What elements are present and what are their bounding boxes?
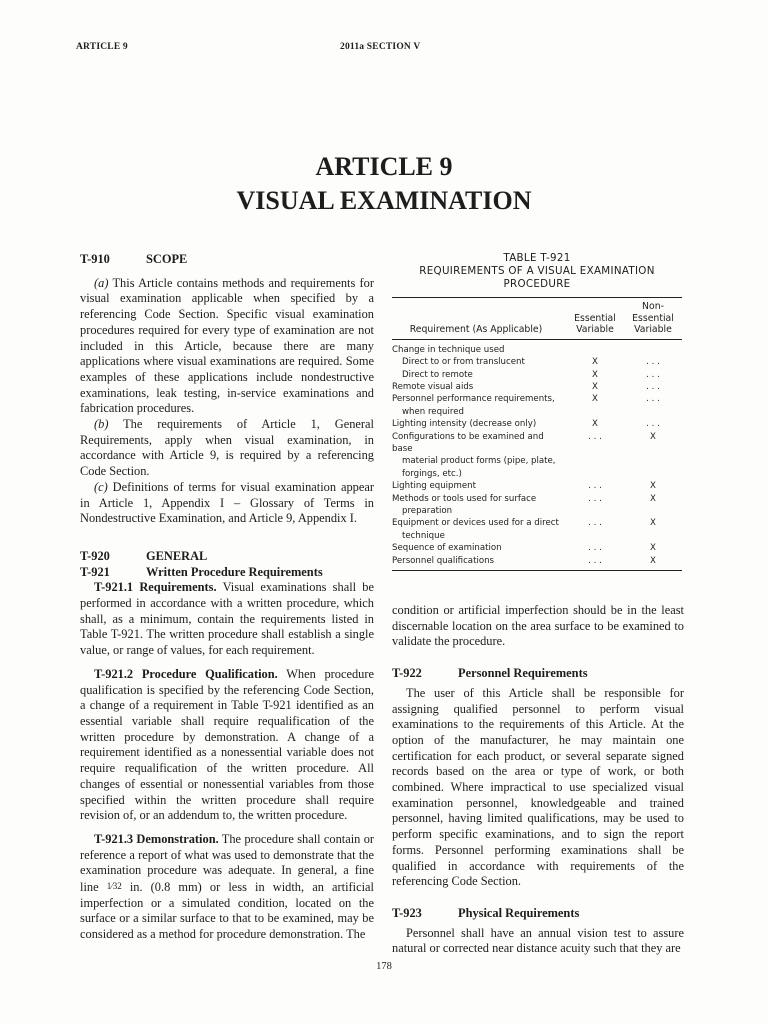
requirement-label-cont: forgings, etc.) [402,468,462,479]
paragraph-text: Visual examinations shall be performed in accordance with a written procedure, which shall, as a minimum, contain the requirements listed in Table T-921. The written procedure shall establish a single value, or range of values, for each requirement. [80,580,374,658]
article-title [0,150,768,218]
essential-cell: . . . [588,481,602,492]
essential-cell: X [592,394,598,405]
paragraph-t921-3 [80,832,374,943]
section-number: T-920 [80,548,110,563]
requirement-label: Direct to or from translucent [402,357,525,368]
section-title: Personnel Requirements [458,666,588,681]
fraction: 1⁄32 [106,881,122,892]
requirement-cell [392,517,566,542]
requirement-cell [392,480,566,492]
requirement-label-cont: when required [402,406,464,417]
essential-cell [566,344,624,356]
table-row [392,356,682,368]
table-row [392,555,682,567]
paragraph-text: The requirements of Article 1, General Requirements, apply when visual examination, in accordance with Article 9, is required by a referencing Code Section. [80,417,374,479]
paragraph-lead: T-921.2 Procedure Qualification. [94,666,278,681]
article-name: VISUAL EXAMINATION [236,186,532,215]
requirement-cell [392,418,566,430]
right-column [392,603,684,957]
nonessential-cell [624,344,682,356]
table-row [392,480,682,492]
requirement-cell [392,542,566,554]
paragraph-t910-b [80,417,374,480]
table-number: TABLE T-921 [503,252,571,264]
section-heading-t920 [80,549,374,565]
table-body [392,340,682,567]
table-row [392,344,682,356]
table-row [392,542,682,554]
paragraph-text: in. (0.8 mm) or less in width, an artificial imperfection or a simulated condition, located on the surface or a similar surface to that to be examined, may be considered as a method for procedure demonstration. The [80,880,374,942]
header-line: Non- [642,301,664,312]
page-number: 178 [376,961,392,972]
table-row [392,431,682,481]
paragraph-t923: Personnel shall have an annual vision test to assure natural or corrected near distance acuity such that they are [392,925,684,956]
essential-cell: X [592,357,598,368]
section-heading-t923 [392,906,684,922]
header-line: Essential [632,312,674,324]
nonessential-cell: X [650,431,656,442]
paragraph-lead: T-921.1 Requirements. [94,580,217,595]
section-title: GENERAL [146,548,208,563]
essential-cell: X [592,369,598,380]
section-title: SCOPE [146,252,188,266]
essential-cell: . . . [588,518,602,529]
paragraph-t921-2 [80,667,374,824]
requirement-cell [392,344,566,356]
requirement-cell [392,393,566,418]
requirement-label: Configurations to be examined and base [392,431,544,455]
nonessential-cell: X [650,481,656,492]
requirement-label-cont: preparation [402,506,453,517]
requirement-label: Lighting equipment [392,481,476,492]
paragraph-t922: The user of this Article shall be responsible for assigning qualified personnel to perform visual examinations to the requirements of this Article. At the option of the manufacturer, he may maintain one certification for each product, or several separate signed records based on the area or type of work, or both combined. Where impractical to use specialized visual examination personnel, knowledgeable and trained personnel, having limited qualifications, may be used to perform specific examinations, and to sign the report forms. Personnel performing examinations shall be qualified in accordance with requirements of the referencing Code Section. [392,685,684,889]
left-column [80,252,374,943]
table-row [392,381,682,393]
requirement-cell [392,431,566,481]
running-header-article: ARTICLE 9 [76,42,128,52]
paragraph-text: The procedure shall contain or reference a report of what was used to demonstrate that the examination procedure was adequate. In general, a fine line [80,831,375,895]
section-number: T-921 [80,564,110,579]
essential-cell: . . . [588,555,602,566]
table-caption [392,252,682,291]
paragraph-label: (b) [94,417,109,432]
requirement-label: Personnel performance requirements, [392,394,555,405]
requirement-label: Sequence of examination [392,543,502,554]
essential-cell: . . . [588,431,602,442]
column-header-nonessential [624,301,682,336]
paragraph-t910-c [80,480,374,527]
nonessential-cell: X [650,543,656,554]
paragraph-t921-1 [80,580,374,659]
section-number: T-910 [80,252,110,266]
table-title: REQUIREMENTS OF A VISUAL EXAMINATION [419,265,655,277]
requirement-label: Lighting intensity (decrease only) [392,419,537,430]
table-row [392,517,682,542]
essential-cell: . . . [588,543,602,554]
section-title: Written Procedure Requirements [146,564,323,579]
paragraph-text: Definitions of terms for visual examination appear in Article 1, Appendix I – Glossary of Terms in Nondestructive Examination, and Article 9, Appendix I. [80,479,374,526]
header-line: Essential [574,312,616,324]
nonessential-cell: . . . [646,419,660,430]
table-row [392,369,682,381]
table-t921 [392,252,682,571]
column-header-essential [566,313,624,336]
nonessential-cell: . . . [646,394,660,405]
running-header-section: 2011a SECTION V [340,42,421,52]
requirement-label-cont: material product forms (pipe, plate, [402,456,556,467]
requirement-cell [392,356,566,368]
paragraph-text: When procedure qualification is specified by the referencing Code Section, a change of a requirement in Table T-921 identified as an essential variable shall require requalification of the written procedure by demonstration. A change of a requirement identified as a nonessential variable does not require requalification of the written procedure. All changes of essential or nonessential variables from those specified within the written procedure shall require revision of, or an addendum to, the written procedure. [80,666,375,823]
section-heading-t921 [80,565,374,581]
requirement-label: Direct to remote [402,369,473,380]
essential-cell: X [592,382,598,392]
requirement-label: Personnel qualifications [392,555,495,566]
requirement-cell [392,555,566,567]
section-number: T-922 [392,666,422,681]
requirement-cell [392,369,566,381]
requirement-cell [392,493,566,518]
header-line: Variable [576,324,614,336]
essential-cell: X [592,419,598,430]
table-title-cont: PROCEDURE [503,278,571,290]
paragraph-label: (a) [94,275,109,290]
paragraph-t921-3-cont: condition or artificial imperfection should be in the least discernable location on the area surface to be examined to validate the procedure. [392,603,684,649]
paragraph-label: (c) [94,479,108,494]
nonessential-cell: X [650,555,656,566]
paragraph-t910-a [80,276,374,417]
requirement-cell [392,381,566,393]
table-row [392,418,682,430]
table-row [392,393,682,418]
table-row [392,493,682,518]
section-heading-t910 [80,252,374,268]
section-heading-t922 [392,666,684,682]
section-number: T-923 [392,905,422,920]
requirement-label: Methods or tools used for surface [392,493,537,504]
requirement-label: Equipment or devices used for a direct [392,518,559,529]
nonessential-cell: . . . [646,357,660,368]
header-line: Variable [634,324,672,336]
requirement-label: Remote visual aids [392,382,474,392]
nonessential-cell: X [650,518,656,529]
nonessential-cell: . . . [646,382,660,392]
article-number: ARTICLE 9 [315,152,453,181]
column-header-requirement: Requirement (As Applicable) [409,324,543,336]
nonessential-cell: X [650,493,656,504]
essential-cell: . . . [588,493,602,504]
paragraph-lead: T-921.3 Demonstration. [94,831,219,846]
requirement-label-cont: technique [402,530,445,541]
requirement-label: Change in technique used [392,344,505,355]
section-title: Physical Requirements [458,905,580,920]
table-header [392,298,682,340]
paragraph-text: This Article contains methods and requirements for visual examination applicable when specified by a referencing Code Section. Specific visual examination procedures required for every type of examination are not included in this Article, because there are many applications where visual examinations are required. Some examples of these applications include nondestructive examinations, leak testing, in-service examinations and fabrication procedures. [80,275,374,416]
nonessential-cell: . . . [646,369,660,380]
